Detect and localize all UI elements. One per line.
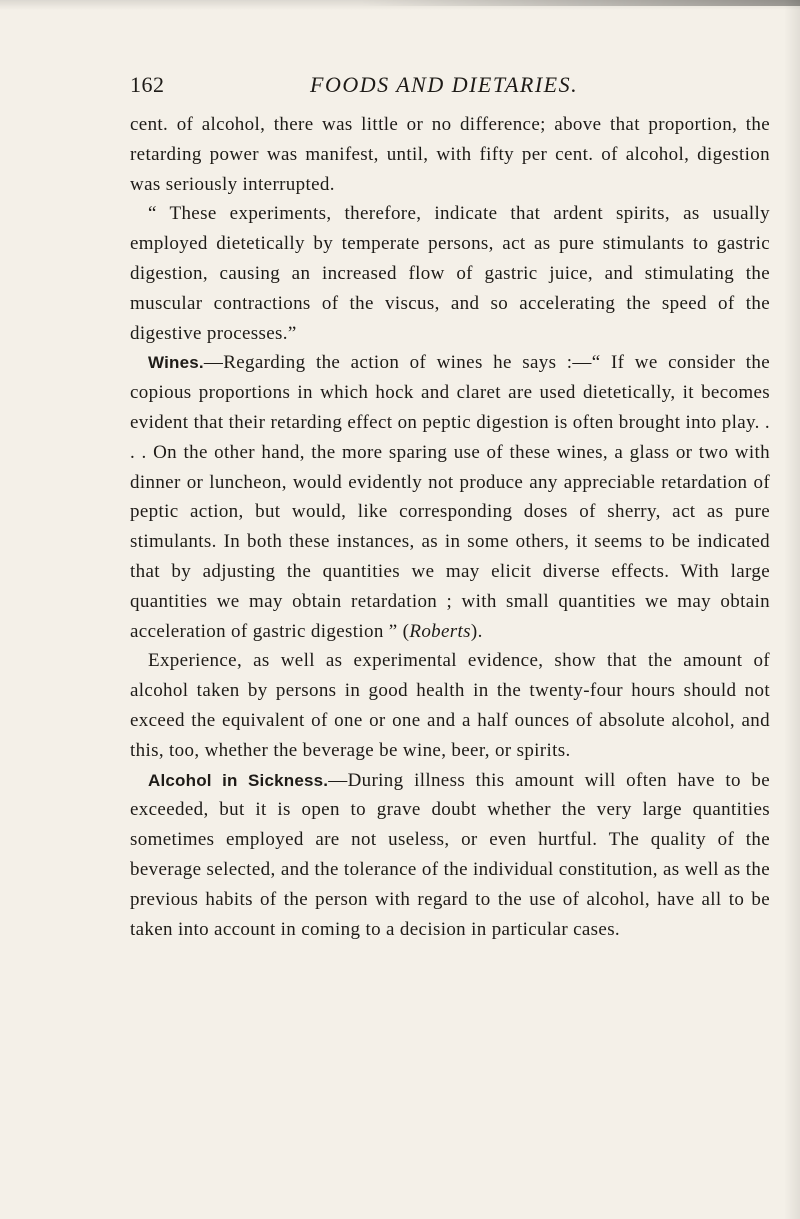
paragraph-alcohol-in-sickness bbox=[130, 766, 770, 945]
body-text bbox=[130, 110, 770, 944]
page-number: 162 bbox=[130, 72, 165, 97]
paragraph-text: cent. of alcohol, there was little or no difference; above that proportion, the retarding power was manifest, until, with fifty per cent. of alcohol, digestion was seriously interrupted. bbox=[130, 114, 770, 195]
paragraph-wines bbox=[130, 348, 770, 646]
paragraph-text-end: ). bbox=[470, 620, 483, 642]
paragraph-continuation bbox=[130, 110, 770, 199]
page-shadow-right bbox=[784, 0, 800, 1219]
citation-roberts: Roberts bbox=[409, 620, 471, 642]
section-heading-alcohol-in-sickness: Alcohol in Sickness. bbox=[148, 770, 329, 790]
paragraph-text: —Regarding the action of wines he says :—“ If we consider the copious proportions in which hock and claret are used dietetically, it becomes evident that their retarding effect on peptic digestion is often brought into play. . . . On the other hand, the more sparing use of these wines, a glass or two with dinner or luncheon, would evidently not produce any appreciable retardation of peptic action, but would, like corresponding doses of sherry, act as pure stimulants. In both these instances, as in some others, it seems to be indicated that by adjusting the quantities we may elicit diverse effects. With large quantities we may obtain retardation ; with small quantities we may obtain acceleration of gastric digestion ” ( bbox=[130, 352, 770, 642]
paragraph-text: —During illness this amount will often have to be exceeded, but it is open to grave doubt whether the very large quantities sometimes employed are not useless, or even hurtful. The quality of the beverage selected, and the tolerance of the individual constitution, as well as the previous habits of the person with regard to the use of alcohol, have all to be taken into account in coming to a decision in particular cases. bbox=[130, 769, 770, 940]
page-header bbox=[130, 62, 770, 102]
running-title: FOODS AND DIETARIES. bbox=[310, 72, 579, 97]
page-edge-top bbox=[360, 0, 800, 6]
paragraph-experience bbox=[130, 646, 770, 765]
book-page bbox=[130, 62, 770, 944]
paragraph-text: “ These experiments, therefore, indicate that ardent spirits, as usually employed dietetically by temperate persons, act as pure stimulants to gastric digestion, causing an increased flow of gastric juice, and stimulating the muscular contractions of the viscus, and so accelerating the speed of the digestive processes.” bbox=[130, 203, 770, 344]
paragraph-text: Experience, as well as experimental evidence, show that the amount of alcohol taken by persons in good health in the twenty-four hours should not exceed the equivalent of one or one and a half ounces of absolute alcohol, and this, too, whether the beverage be wine, beer, or spirits. bbox=[130, 650, 770, 761]
paragraph-quote-experiments bbox=[130, 199, 770, 348]
section-heading-wines: Wines. bbox=[148, 353, 204, 373]
